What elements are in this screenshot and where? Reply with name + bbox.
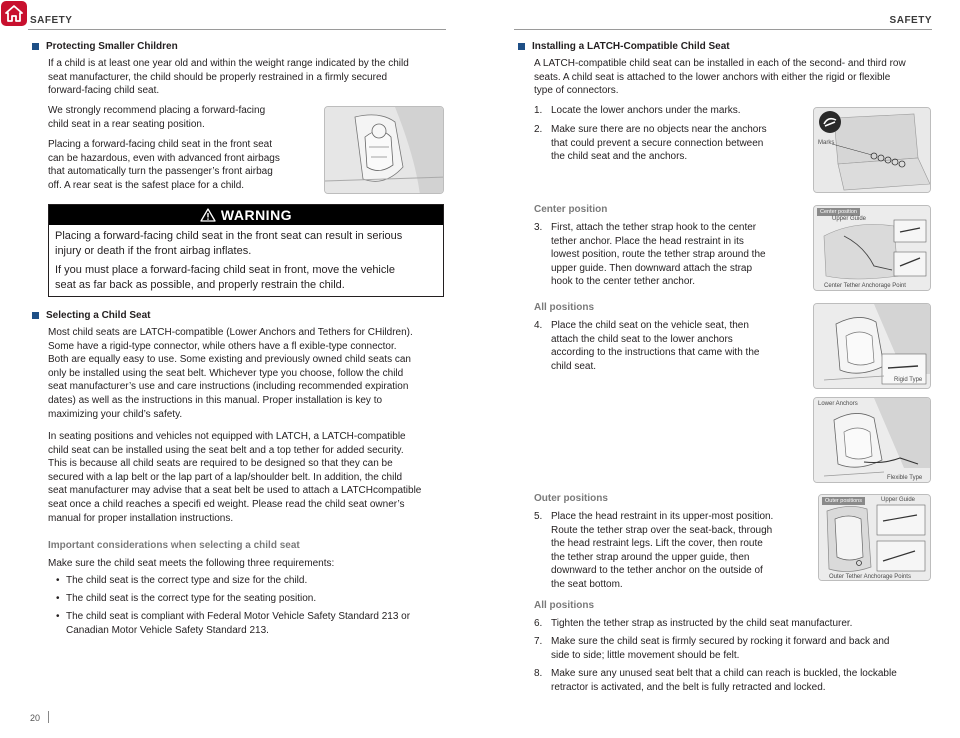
rigid-type-label: Rigid Type bbox=[894, 377, 923, 383]
step-number: 7. bbox=[534, 636, 543, 647]
all-positions-subhead-2: All positions bbox=[534, 600, 594, 611]
warning-header bbox=[49, 205, 443, 225]
text-line: Locate the lower anchors under the marks. bbox=[551, 105, 741, 116]
step-number: 6. bbox=[534, 618, 543, 629]
lower-anchors-label: Lower Anchors bbox=[818, 401, 858, 407]
text-line: seats. A child seat is attached to the lower anchors with either the rigid or flexible bbox=[534, 71, 891, 83]
section-marker-icon bbox=[518, 43, 525, 50]
outer-positions-tag: Outer positions bbox=[822, 497, 865, 505]
text-line: Place the child seat on the vehicle seat, then bbox=[551, 320, 749, 331]
text-line: Route the tether strap over the seat-back, through bbox=[551, 524, 773, 536]
warning-box bbox=[48, 204, 444, 297]
protecting-paragraph bbox=[48, 57, 409, 98]
section-header-right: SAFETY bbox=[889, 15, 932, 26]
text-line: This is because all child seats are required to be designed so that they can be bbox=[48, 458, 393, 470]
section-header-left: SAFETY bbox=[30, 15, 73, 26]
text-line: Tighten the tether strap as instructed by the child seat manufacturer. bbox=[551, 618, 853, 629]
text-line: Placing a forward-facing child seat in the front seat can result in serious bbox=[55, 230, 403, 242]
text-line: seat manufacturer, the child should be properly restrained in a firmly secured bbox=[48, 71, 388, 83]
header-rule-right bbox=[514, 29, 932, 30]
selecting-paragraph-2 bbox=[48, 430, 421, 525]
lower-anchor-marks-figure bbox=[813, 107, 931, 193]
installing-paragraph bbox=[534, 57, 906, 98]
text-line: If a child is at least one year old and within the weight range indicated by the child bbox=[48, 58, 409, 69]
upper-guide-label: Upper Guide bbox=[832, 216, 867, 222]
step-number: 8. bbox=[534, 668, 543, 679]
step-number: 4. bbox=[534, 320, 543, 331]
upper-guide-label-outer: Upper Guide bbox=[881, 497, 916, 503]
text-line: seat once a child reaches a specifi ed weight. Please read the child seat owner’s bbox=[48, 498, 405, 510]
step-text bbox=[551, 635, 890, 662]
step-text bbox=[551, 667, 897, 694]
footer-divider bbox=[48, 711, 49, 723]
warning-title: WARNING bbox=[220, 207, 293, 223]
protecting-heading-text: Protecting Smaller Children bbox=[46, 41, 178, 52]
text-line: manual for proper installation instructions. bbox=[48, 512, 234, 524]
text-line: Canadian Motor Vehicle Safety Standard 213. bbox=[66, 624, 269, 636]
center-tether-figure bbox=[813, 205, 931, 291]
home-icon[interactable] bbox=[1, 1, 27, 26]
text-line: First, attach the tether strap hook to the center bbox=[551, 222, 757, 233]
step-text bbox=[551, 123, 767, 164]
text-line: If you must place a forward-facing child seat in front, move the vehicle bbox=[55, 264, 395, 276]
step-number: 5. bbox=[534, 511, 543, 522]
text-line: off. A rear seat is the safest place for a child. bbox=[48, 179, 245, 191]
section-marker-icon bbox=[32, 43, 39, 50]
text-line: secured with a lap belt or the lap part of a lap/shoulder belt. In addition, the child bbox=[48, 471, 403, 483]
warning-triangle-icon bbox=[200, 208, 216, 222]
text-line: tether anchor. Place the head restraint in its bbox=[551, 235, 744, 247]
section-marker-icon bbox=[32, 312, 39, 319]
outer-tether-figure bbox=[818, 494, 931, 581]
text-line: Place the head restraint in its upper-most position. bbox=[551, 511, 774, 522]
text-line: maximizing your child’s safety. bbox=[48, 408, 183, 420]
protecting-hazard bbox=[48, 138, 280, 192]
text-line: Some have a rigid-type connector, while others have a fl exible-type connector. bbox=[48, 340, 397, 352]
outer-anchor-label: Outer Tether Anchorage Points bbox=[829, 574, 911, 580]
text-line: forward-facing child seat. bbox=[48, 85, 160, 97]
bullet-dot: • bbox=[56, 593, 60, 604]
text-line: can be hazardous, even with advanced front airbags bbox=[48, 152, 280, 164]
text-line: attach the child seat to the lower anchors bbox=[551, 333, 733, 345]
bullet-text: The child seat is the correct type for the seating position. bbox=[66, 593, 317, 604]
text-line: according to the instructions that came with the bbox=[551, 347, 760, 359]
text-line: injury or death if the front airbag inflates. bbox=[55, 244, 252, 257]
text-line: the child seat and the anchors. bbox=[551, 151, 688, 163]
bullet-dot: • bbox=[56, 611, 60, 622]
text-line: dates) as well as the instructions in this manual. Proper installation is key to bbox=[48, 394, 383, 406]
page-number-left: 20 bbox=[30, 713, 41, 723]
text-line: Make sure any unused seat belt that a child can reach is buckled, the lockable bbox=[551, 668, 897, 679]
text-line: A LATCH-compatible child seat can be installed in each of the second- and third row bbox=[534, 58, 906, 69]
text-line: Placing a forward-facing child seat in the front seat bbox=[48, 139, 273, 150]
rigid-type-figure bbox=[813, 303, 931, 389]
requirements-intro: Make sure the child seat meets the following three requirements: bbox=[48, 558, 335, 569]
step-text bbox=[551, 510, 773, 592]
selecting-paragraph-1 bbox=[48, 326, 413, 421]
bullet-text: The child seat is the correct type and size for the child. bbox=[66, 575, 308, 586]
step-number: 1. bbox=[534, 105, 543, 116]
text-line: Make sure there are no objects near the anchors bbox=[551, 124, 767, 135]
forward-facing-seat-illustration bbox=[324, 106, 444, 194]
text-line: seat as far back as possible, and properly restrain the child. bbox=[55, 278, 345, 291]
text-line: In seating positions and vehicles not equipped with LATCH, a LATCH-compatible bbox=[48, 431, 406, 442]
outer-positions-subhead: Outer positions bbox=[534, 493, 608, 504]
installing-heading-text: Installing a LATCH-Compatible Child Seat bbox=[532, 41, 730, 52]
selecting-heading-text: Selecting a Child Seat bbox=[46, 310, 151, 321]
text-line: seat manufacturer may advise that a seat belt be used to attach a LATCHcompatible bbox=[48, 485, 422, 497]
bullet-text bbox=[66, 610, 410, 637]
step-text bbox=[551, 221, 766, 289]
text-line: child seat. bbox=[551, 360, 597, 372]
center-anchor-label: Center Tether Anchorage Point bbox=[824, 283, 906, 289]
text-line: the seat bottom. bbox=[551, 578, 623, 590]
flexible-type-figure bbox=[813, 397, 931, 483]
text-line: child seat in a rear seating position. bbox=[48, 118, 205, 130]
installing-heading bbox=[518, 41, 730, 52]
text-line: Make sure the child seat is firmly secured by rocking it forward and back and bbox=[551, 636, 890, 647]
text-line: seat manufacturer’s use and care instructions (including recommended expiration bbox=[48, 381, 409, 393]
bullet-dot: • bbox=[56, 575, 60, 586]
right-page bbox=[480, 0, 960, 738]
selecting-heading bbox=[32, 310, 150, 321]
step-text bbox=[551, 104, 741, 118]
marks-label: Marks bbox=[818, 140, 835, 146]
protecting-heading bbox=[32, 41, 178, 52]
text-line: that automatically turn the passenger’s front airbag bbox=[48, 166, 273, 178]
text-line: The child seat is compliant with Federal Motor Vehicle Safety Standard 213 or bbox=[66, 611, 411, 622]
center-position-subhead: Center position bbox=[534, 204, 608, 215]
text-line: retractor is activated, and the belt is fully retracted and locked. bbox=[551, 681, 826, 693]
text-line: We strongly recommend placing a forward-facing bbox=[48, 105, 266, 116]
protecting-recommend bbox=[48, 104, 265, 131]
center-position-tag: Center position bbox=[817, 208, 860, 216]
text-line: child seat can be installed using the seat belt and a top tether for added security. bbox=[48, 444, 404, 456]
considerations-subhead: Important considerations when selecting a child seat bbox=[48, 540, 300, 551]
text-line: side to side; little movement should be felt. bbox=[551, 649, 740, 661]
text-line: upper guide. Then downward attach the strap bbox=[551, 262, 753, 274]
warning-text-1 bbox=[55, 229, 402, 258]
text-line: the head restraint legs. Lift the cover, then route bbox=[551, 538, 763, 550]
flexible-type-label: Flexible Type bbox=[887, 475, 923, 481]
text-line: that could prevent a secure connection between bbox=[551, 137, 764, 149]
step-text bbox=[551, 319, 759, 373]
header-rule-left bbox=[28, 29, 446, 30]
text-line: type of connectors. bbox=[534, 85, 619, 97]
text-line: hook to the center tether anchor. bbox=[551, 276, 695, 288]
text-line: Both are equally easy to use. Some existing and previously owned child seats can bbox=[48, 354, 411, 366]
text-line: downward to the tether anchor on the outside of bbox=[551, 565, 763, 577]
step-text bbox=[551, 617, 852, 631]
text-line: lowest position, route the tether strap around the bbox=[551, 249, 766, 261]
text-line: the tether strap around the upper guide, then bbox=[551, 551, 750, 563]
step-number: 3. bbox=[534, 222, 543, 233]
all-positions-subhead: All positions bbox=[534, 302, 594, 313]
warning-text-2 bbox=[55, 263, 395, 292]
text-line: only be installed using the seat belt. Whichever type you choose, follow the child bbox=[48, 367, 404, 379]
step-number: 2. bbox=[534, 124, 543, 135]
text-line: Most child seats are LATCH-compatible (Lower Anchors and Tethers for CHildren). bbox=[48, 327, 413, 338]
